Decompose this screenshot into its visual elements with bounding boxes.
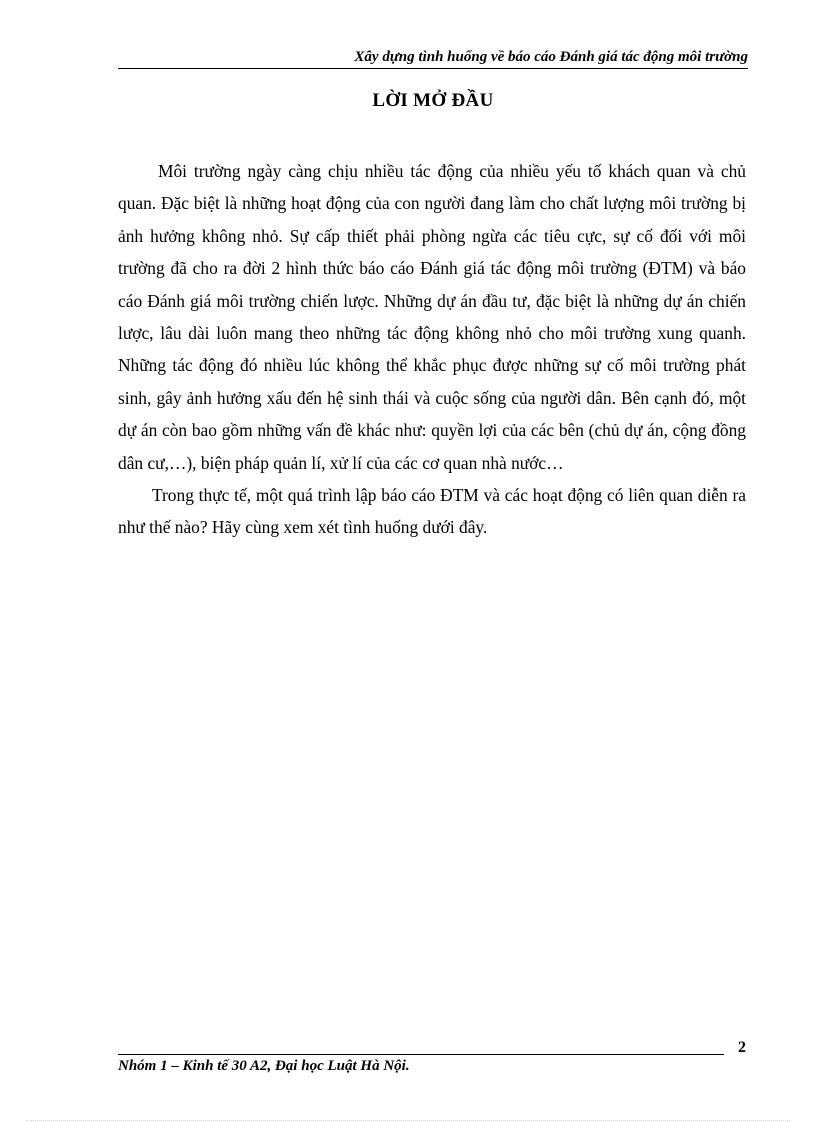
paragraph-1: Môi trường ngày càng chịu nhiều tác động của nhiều yếu tố khách quan và chủ quan. Đặc biệt là những hoạt động của con người đang làm cho chất lượng môi trường bị ảnh hưởng không nhỏ. Sự cấp thiết phải phòng ngừa các tiêu cực, sự cố đối với môi trường đã cho ra đời 2 hình thức báo cáo Đánh giá tác động môi trường (ĐTM) và báo cáo Đánh giá môi trường chiến lược. Những dự án đầu tư, đặc biệt là những dự án chiến lược, lâu dài luôn mang theo những tác động không nhỏ cho môi trường xung quanh. Những tác động đó nhiều lúc không thể khắc phục được những sự cố môi trường phát sinh, gây ảnh hưởng xấu đến hệ sinh thái và cuộc sống của người dân. Bên cạnh đó, một dự án còn bao gồm những vấn đề khác như: quyền lợi của các bên (chủ dự án, cộng đồng dân cư,…), biện pháp quản lí, xử lí của các cơ quan nhà nước…: [118, 161, 746, 473]
paragraph-2: Trong thực tế, một quá trình lập báo cáo ĐTM và các hoạt động có liên quan diễn ra như thế nào? Hãy cùng xem xét tình huống dưới đây.: [118, 485, 746, 538]
page-title: LỜI MỞ ĐẦU: [372, 90, 494, 111]
running-header: Xây dựng tình huống về báo cáo Đánh giá tác động môi trường: [354, 49, 748, 65]
footer-rule: [118, 1054, 724, 1055]
page-number: 2: [738, 1039, 746, 1056]
footer-group-info: Nhóm 1 – Kinh tế 30 A2, Đại học Luật Hà Nội.: [118, 1058, 410, 1074]
page-bottom-edge: [26, 1120, 790, 1121]
body-text: [118, 155, 746, 544]
header-rule: [118, 68, 748, 69]
